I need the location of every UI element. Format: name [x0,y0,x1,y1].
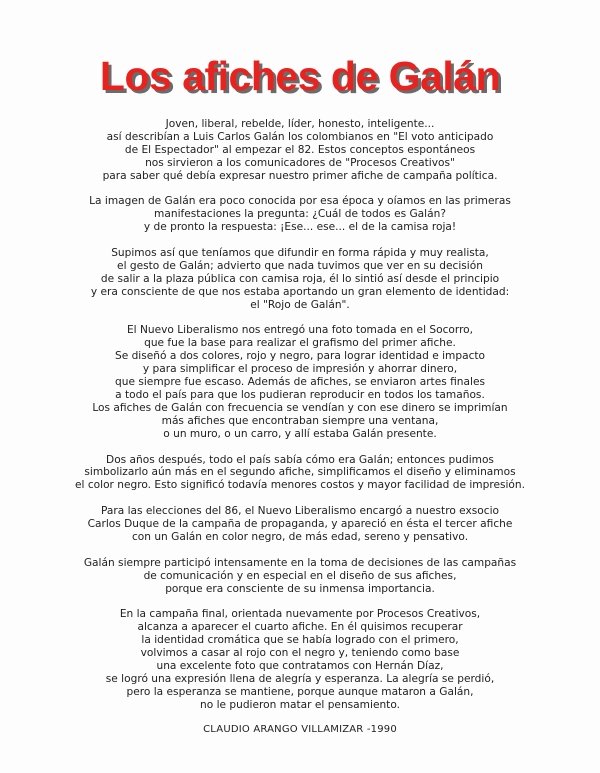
paragraph-8 [40,608,560,711]
text-line: con un Galán en color negro, de más edad, sereno y pensativo. [131,530,469,543]
text-line: simbolizarlo aún más en el segundo afiche, simplificamos el diseño y eliminamos [84,466,516,479]
text-line: la identidad cromática que se había logrado con el primero, [141,634,459,647]
article-body [40,118,560,737]
text-line: Supimos así que teníamos que difundir en forma rápida y muy realista, [111,247,489,260]
text-line: manifestaciones la pregunta: ¿Cuál de todos es Galán? [154,208,446,221]
text-line: de comunicación y en especial en el diseño de sus afiches, [143,569,457,582]
paragraph-7 [40,557,560,596]
text-line: y era consciente de que nos estaba aportando un gran elemento de identidad: [90,285,510,298]
text-line: más afiches que encontraban siempre una ventana, [161,414,439,427]
text-line: Los afiches de Galán con frecuencia se vendían y con ese dinero se imprimían [92,401,508,414]
text-line: o un muro, o un carro, y allí estaba Galán presente. [163,427,437,440]
paragraph-6 [40,505,560,544]
text-line: para saber qué debía expresar nuestro primer afiche de campaña política. [102,169,498,182]
text-line: una excelente foto que contratamos con Hernán Díaz, [156,659,444,672]
text-line: Carlos Duque de la campaña de propaganda, y apareció en ésta el tercer afiche [87,518,513,531]
text-line: de El Espectador" al empezar el 82. Estos conceptos espontáneos [124,143,476,156]
paragraph-4 [40,324,560,440]
text-line: y de pronto la respuesta: ¡Ese... ese... el de la camisa roja! [143,221,457,234]
text-line: Joven, liberal, rebelde, líder, honesto, inteligente... [165,118,435,130]
text-line: no le pudieron matar el pensamiento. [200,698,400,711]
paragraph-1 [40,118,560,183]
text-line: nos sirvieron a los comunicadores de "Procesos Creativos" [145,156,455,169]
author-signature: CLAUDIO ARANGO VILLAMIZAR -1990 [203,724,397,736]
text-line: porque era consciente de su inmensa importancia. [165,582,435,595]
text-line: Para las elecciones del 86, el Nuevo Liberalismo encargó a nuestro exsocio [100,505,500,518]
text-line: En la campaña final, orientada nuevamente por Procesos Creativos, [119,608,481,621]
paragraph-3 [40,247,560,312]
paragraph-2 [40,195,560,234]
text-line: que fue la base para realizar el grafismo del primer afiche. [144,337,456,350]
text-line: el "Rojo de Galán". [250,298,350,311]
text-line: pero la esperanza se mantiene, porque aunque mataron a Galán, [126,685,474,698]
text-line: alcanza a aparecer el cuarto afiche. En él quisimos recuperar [137,621,463,634]
text-line: Galán siempre participó intensamente en la toma de decisiones de las campañas [83,556,517,569]
text-line: que siempre fue escaso. Además de afiches, se enviaron artes finales [115,376,485,389]
text-line: volvimos a casar al rojo con el negro y, teniendo como base [140,647,460,660]
text-line: La imagen de Galán era poco conocida por esa época y oíamos en las primeras [89,195,511,208]
text-line: el color negro. Esto significó todavía menores costos y mayor facilidad de impresión. [75,479,525,492]
text-line: así describían a Luis Carlos Galán los colombianos en "El voto anticipado [106,130,494,143]
text-line: el gesto de Galán; advierto que nada tuvimos que ver en su decisión [117,259,483,272]
paragraph-5 [40,454,560,493]
page-title: Los afiches de Galán [99,53,501,99]
text-line: a todo el país para que los pudieran reproducir en todos los tamaños. [115,388,485,401]
text-line: se logró una expresión llena de alegría y esperanza. La alegría se perdió, [105,672,495,685]
text-line: y para simplificar el proceso de impresión y ahorrar dinero, [142,363,458,376]
text-line: El Nuevo Liberalismo nos entregó una foto tomada en el Socorro, [126,324,474,337]
text-line: de salir a la plaza pública con camisa roja, él lo sintió así desde el principio [100,272,500,285]
text-line: Se diseñó a dos colores, rojo y negro, para lograr identidad e impacto [114,350,486,363]
text-line: Dos años después, todo el país sabía cómo era Galán; entonces pudimos [106,453,494,466]
